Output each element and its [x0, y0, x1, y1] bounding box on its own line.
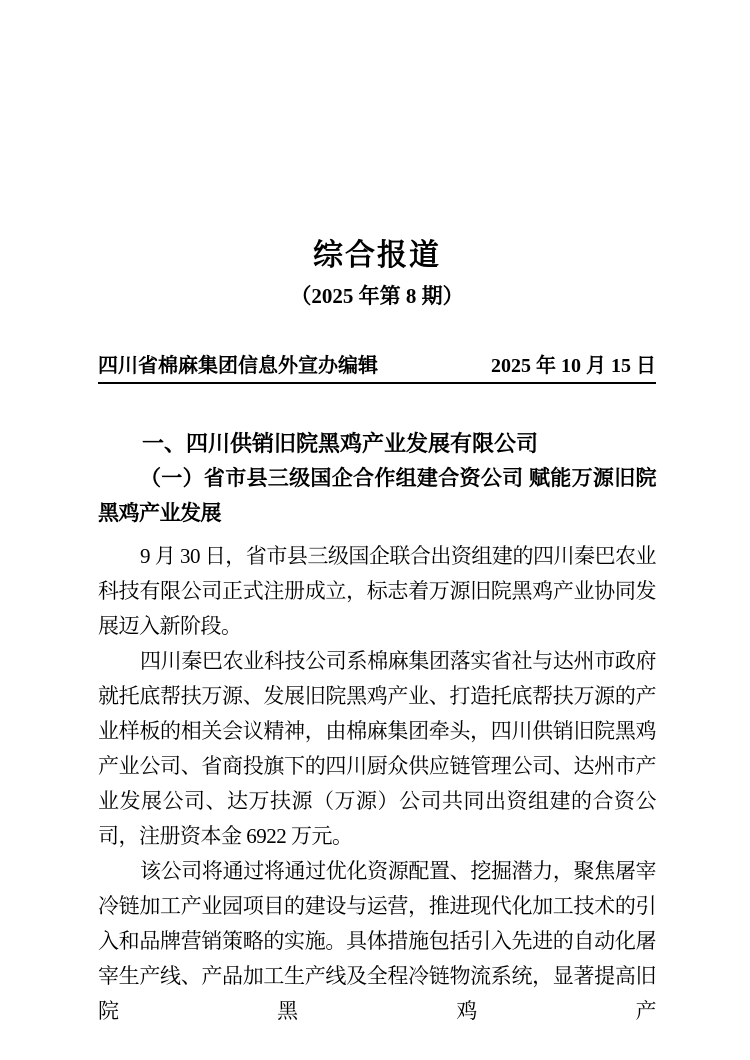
- body-paragraph: 该公司将通过将通过优化资源配置、挖掘潜力，聚焦屠宰冷链加工产业园项目的建设与运营，推进现代化加工技术的引入和品牌营销策略的实施。具体措施包括引入先进的自动化屠宰生产线、产品加工生产线及全程冷链物流系统，显著提高旧院黑鸡产: [98, 859, 656, 1023]
- editor-credit: 四川省棉麻集团信息外宣办编辑: [98, 355, 378, 377]
- issue-subtitle: （2025 年第 8 期）: [290, 284, 464, 308]
- body-paragraph: 9 月 30 日，省市县三级国企联合出资组建的四川秦巴农业科技有限公司正式注册成立，标志着万源旧院黑鸡产业协同发展迈入新阶段。: [98, 544, 656, 638]
- editor-date-line: [98, 353, 656, 384]
- page-title: 综合报道: [313, 239, 441, 272]
- body-paragraph: 四川秦巴农业科技公司系棉麻集团落实省社与达州市政府就托底帮扶万源、发展旧院黑鸡产业、打造托底帮扶万源的产业样板的相关会议精神，由棉麻集团牵头，四川供销旧院黑鸡产业公司、省商投旗下的四川厨众供应链管理公司、达州市产业发展公司、达万扶源（万源）公司共同出资组建的合资公司，注册资本金 6922 万元。: [98, 649, 656, 848]
- issue-date: 2025 年 10 月 15 日: [491, 355, 656, 377]
- section-heading: 一、四川供销旧院黑鸡产业发展有限公司: [142, 431, 539, 456]
- section-subheading: （一）省市县三级国企合作组建合资公司 赋能万源旧院黑鸡产业发展: [98, 466, 656, 525]
